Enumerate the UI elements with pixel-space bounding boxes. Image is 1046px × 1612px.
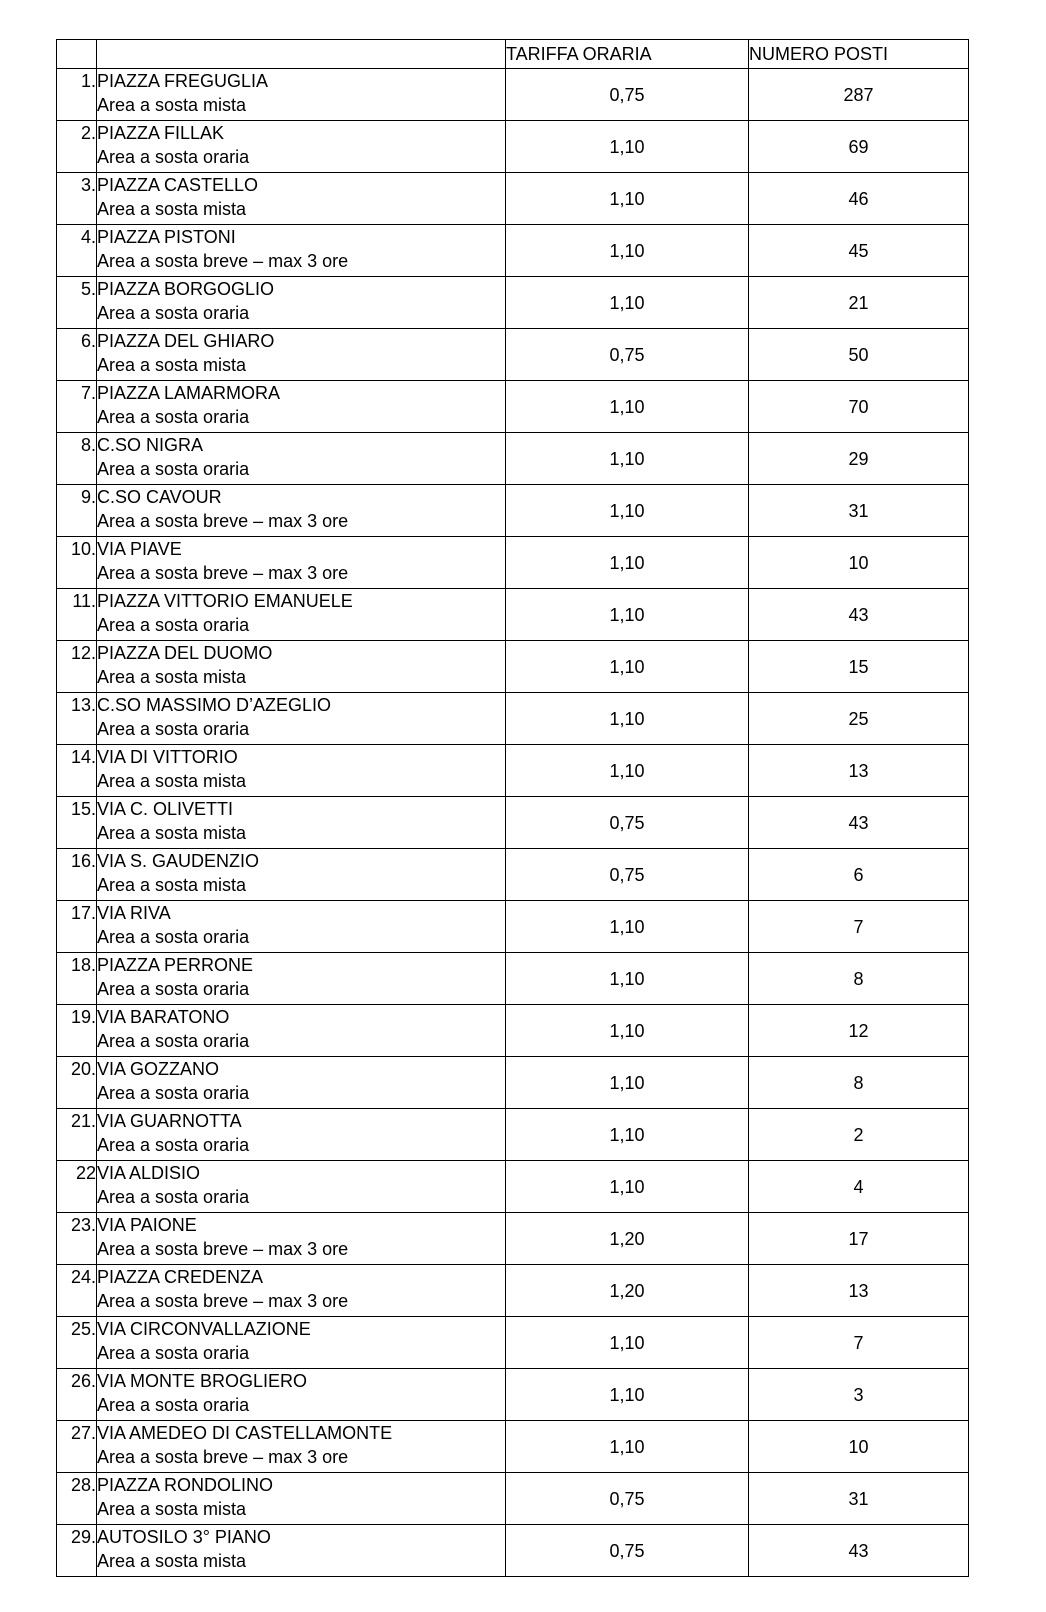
location-cell bbox=[97, 1265, 506, 1317]
location-cell bbox=[97, 1005, 506, 1057]
spaces-count: 21 bbox=[749, 277, 969, 329]
area-type: Area a sosta mista bbox=[97, 199, 247, 219]
area-type: Area a sosta oraria bbox=[97, 979, 250, 999]
row-number: 29. bbox=[57, 1525, 97, 1577]
location-name: VIA MONTE BROGLIERO bbox=[97, 1371, 308, 1391]
row-number: 6. bbox=[57, 329, 97, 381]
spaces-count: 31 bbox=[749, 1473, 969, 1525]
location-cell bbox=[97, 277, 506, 329]
location-cell bbox=[97, 537, 506, 589]
hourly-rate: 1,10 bbox=[506, 433, 749, 485]
spaces-count: 13 bbox=[749, 745, 969, 797]
location-name: VIA AMEDEO DI CASTELLAMONTE bbox=[97, 1423, 393, 1443]
location-name: PIAZZA FILLAK bbox=[97, 123, 225, 143]
location-name: PIAZZA PERRONE bbox=[97, 955, 254, 975]
location-cell bbox=[97, 641, 506, 693]
area-type: Area a sosta oraria bbox=[97, 927, 250, 947]
table-row bbox=[57, 1421, 969, 1473]
area-type: Area a sosta oraria bbox=[97, 147, 250, 167]
table-row bbox=[57, 1161, 969, 1213]
table-row bbox=[57, 1005, 969, 1057]
area-type: Area a sosta oraria bbox=[97, 1031, 250, 1051]
row-number: 27. bbox=[57, 1421, 97, 1473]
hourly-rate: 1,10 bbox=[506, 589, 749, 641]
spaces-count: 69 bbox=[749, 121, 969, 173]
hourly-rate: 1,10 bbox=[506, 1161, 749, 1213]
row-number: 4. bbox=[57, 225, 97, 277]
location-name: PIAZZA VITTORIO EMANUELE bbox=[97, 591, 353, 611]
location-name: PIAZZA RONDOLINO bbox=[97, 1475, 274, 1495]
area-type: Area a sosta breve – max 3 ore bbox=[97, 1447, 349, 1467]
hourly-rate: 0,75 bbox=[506, 69, 749, 121]
row-number: 5. bbox=[57, 277, 97, 329]
hourly-rate: 1,20 bbox=[506, 1213, 749, 1265]
area-type: Area a sosta mista bbox=[97, 667, 247, 687]
row-number: 11. bbox=[57, 589, 97, 641]
area-type: Area a sosta oraria bbox=[97, 1083, 250, 1103]
header-row bbox=[57, 40, 969, 69]
spaces-count: 13 bbox=[749, 1265, 969, 1317]
row-number: 12. bbox=[57, 641, 97, 693]
row-number: 28. bbox=[57, 1473, 97, 1525]
hourly-rate: 1,10 bbox=[506, 693, 749, 745]
location-cell bbox=[97, 1525, 506, 1577]
table-row bbox=[57, 797, 969, 849]
table-row bbox=[57, 1057, 969, 1109]
area-type: Area a sosta oraria bbox=[97, 1395, 250, 1415]
table-row bbox=[57, 589, 969, 641]
row-number: 8. bbox=[57, 433, 97, 485]
hourly-rate: 1,10 bbox=[506, 225, 749, 277]
spaces-count: 3 bbox=[749, 1369, 969, 1421]
hourly-rate: 1,10 bbox=[506, 1369, 749, 1421]
location-cell bbox=[97, 121, 506, 173]
spaces-count: 70 bbox=[749, 381, 969, 433]
spaces-count: 31 bbox=[749, 485, 969, 537]
area-type: Area a sosta mista bbox=[97, 771, 247, 791]
location-cell bbox=[97, 329, 506, 381]
hourly-rate: 0,75 bbox=[506, 1473, 749, 1525]
area-type: Area a sosta mista bbox=[97, 1551, 247, 1571]
location-cell bbox=[97, 953, 506, 1005]
spaces-count: 7 bbox=[749, 901, 969, 953]
row-number: 3. bbox=[57, 173, 97, 225]
area-type: Area a sosta mista bbox=[97, 355, 247, 375]
table-row bbox=[57, 641, 969, 693]
area-type: Area a sosta oraria bbox=[97, 719, 250, 739]
table-row bbox=[57, 433, 969, 485]
area-type: Area a sosta breve – max 3 ore bbox=[97, 1291, 349, 1311]
row-number: 18. bbox=[57, 953, 97, 1005]
area-type: Area a sosta oraria bbox=[97, 1343, 250, 1363]
location-name: VIA GOZZANO bbox=[97, 1059, 220, 1079]
hourly-rate: 0,75 bbox=[506, 1525, 749, 1577]
row-number: 1. bbox=[57, 69, 97, 121]
table-row bbox=[57, 901, 969, 953]
location-name: PIAZZA CREDENZA bbox=[97, 1267, 264, 1287]
table-row bbox=[57, 329, 969, 381]
spaces-count: 10 bbox=[749, 537, 969, 589]
hourly-rate: 0,75 bbox=[506, 797, 749, 849]
spaces-count: 8 bbox=[749, 1057, 969, 1109]
location-name: PIAZZA PISTONI bbox=[97, 227, 236, 247]
row-number: 7. bbox=[57, 381, 97, 433]
table-row bbox=[57, 173, 969, 225]
row-number: 10. bbox=[57, 537, 97, 589]
table-row bbox=[57, 485, 969, 537]
row-number: 14. bbox=[57, 745, 97, 797]
hourly-rate: 0,75 bbox=[506, 329, 749, 381]
location-name: VIA C. OLIVETTI bbox=[97, 799, 234, 819]
location-name: PIAZZA LAMARMORA bbox=[97, 383, 281, 403]
spaces-count: 43 bbox=[749, 1525, 969, 1577]
spaces-count: 43 bbox=[749, 797, 969, 849]
location-name: VIA DI VITTORIO bbox=[97, 747, 238, 767]
spaces-count: 17 bbox=[749, 1213, 969, 1265]
hourly-rate: 1,10 bbox=[506, 485, 749, 537]
row-number: 9. bbox=[57, 485, 97, 537]
hourly-rate: 1,10 bbox=[506, 1005, 749, 1057]
header-location bbox=[97, 40, 506, 69]
header-rate: TARIFFA ORARIA bbox=[506, 40, 749, 69]
hourly-rate: 1,10 bbox=[506, 1421, 749, 1473]
row-number: 15. bbox=[57, 797, 97, 849]
table-header bbox=[57, 40, 969, 69]
area-type: Area a sosta mista bbox=[97, 875, 247, 895]
table-row bbox=[57, 1525, 969, 1577]
location-name: PIAZZA FREGUGLIA bbox=[97, 71, 269, 91]
location-cell bbox=[97, 225, 506, 277]
area-type: Area a sosta breve – max 3 ore bbox=[97, 251, 349, 271]
location-name: VIA CIRCONVALLAZIONE bbox=[97, 1319, 311, 1339]
location-cell bbox=[97, 849, 506, 901]
location-cell bbox=[97, 745, 506, 797]
hourly-rate: 1,10 bbox=[506, 901, 749, 953]
spaces-count: 287 bbox=[749, 69, 969, 121]
hourly-rate: 1,20 bbox=[506, 1265, 749, 1317]
header-spaces: NUMERO POSTI bbox=[749, 40, 969, 69]
location-name: PIAZZA DEL GHIARO bbox=[97, 331, 275, 351]
location-cell bbox=[97, 901, 506, 953]
spaces-count: 6 bbox=[749, 849, 969, 901]
table-body bbox=[57, 69, 969, 1577]
table-row bbox=[57, 849, 969, 901]
hourly-rate: 1,10 bbox=[506, 277, 749, 329]
row-number: 25. bbox=[57, 1317, 97, 1369]
table-row bbox=[57, 537, 969, 589]
table-row bbox=[57, 277, 969, 329]
area-type: Area a sosta mista bbox=[97, 1499, 247, 1519]
hourly-rate: 1,10 bbox=[506, 1109, 749, 1161]
hourly-rate: 1,10 bbox=[506, 641, 749, 693]
area-type: Area a sosta oraria bbox=[97, 1187, 250, 1207]
hourly-rate: 1,10 bbox=[506, 745, 749, 797]
location-name: VIA RIVA bbox=[97, 903, 171, 923]
spaces-count: 45 bbox=[749, 225, 969, 277]
table-row bbox=[57, 1109, 969, 1161]
row-number: 24. bbox=[57, 1265, 97, 1317]
table-row bbox=[57, 121, 969, 173]
spaces-count: 2 bbox=[749, 1109, 969, 1161]
table-row bbox=[57, 693, 969, 745]
row-number: 13. bbox=[57, 693, 97, 745]
location-name: VIA PAIONE bbox=[97, 1215, 197, 1235]
location-cell bbox=[97, 797, 506, 849]
area-type: Area a sosta oraria bbox=[97, 1135, 250, 1155]
row-number: 20. bbox=[57, 1057, 97, 1109]
spaces-count: 46 bbox=[749, 173, 969, 225]
row-number: 26. bbox=[57, 1369, 97, 1421]
location-cell bbox=[97, 1369, 506, 1421]
area-type: Area a sosta breve – max 3 ore bbox=[97, 563, 349, 583]
location-name: VIA PIAVE bbox=[97, 539, 182, 559]
location-cell bbox=[97, 1213, 506, 1265]
table-row bbox=[57, 1317, 969, 1369]
row-number: 17. bbox=[57, 901, 97, 953]
spaces-count: 8 bbox=[749, 953, 969, 1005]
table-row bbox=[57, 1213, 969, 1265]
table-row bbox=[57, 1265, 969, 1317]
location-cell bbox=[97, 589, 506, 641]
location-name: VIA S. GAUDENZIO bbox=[97, 851, 260, 871]
row-number: 23. bbox=[57, 1213, 97, 1265]
spaces-count: 15 bbox=[749, 641, 969, 693]
spaces-count: 43 bbox=[749, 589, 969, 641]
table-row bbox=[57, 381, 969, 433]
location-cell bbox=[97, 1109, 506, 1161]
spaces-count: 25 bbox=[749, 693, 969, 745]
hourly-rate: 1,10 bbox=[506, 121, 749, 173]
area-type: Area a sosta oraria bbox=[97, 407, 250, 427]
area-type: Area a sosta breve – max 3 ore bbox=[97, 511, 349, 531]
location-name: PIAZZA BORGOGLIO bbox=[97, 279, 275, 299]
hourly-rate: 1,10 bbox=[506, 1317, 749, 1369]
location-name: PIAZZA CASTELLO bbox=[97, 175, 259, 195]
location-name: VIA GUARNOTTA bbox=[97, 1111, 242, 1131]
location-name: C.SO NIGRA bbox=[97, 435, 204, 455]
hourly-rate: 1,10 bbox=[506, 1057, 749, 1109]
area-type: Area a sosta breve – max 3 ore bbox=[97, 1239, 349, 1259]
hourly-rate: 1,10 bbox=[506, 173, 749, 225]
area-type: Area a sosta oraria bbox=[97, 615, 250, 635]
location-cell bbox=[97, 173, 506, 225]
hourly-rate: 0,75 bbox=[506, 849, 749, 901]
spaces-count: 4 bbox=[749, 1161, 969, 1213]
location-cell bbox=[97, 1421, 506, 1473]
parking-table bbox=[56, 39, 969, 1577]
area-type: Area a sosta oraria bbox=[97, 303, 250, 323]
table-row bbox=[57, 225, 969, 277]
location-name: VIA BARATONO bbox=[97, 1007, 230, 1027]
spaces-count: 10 bbox=[749, 1421, 969, 1473]
area-type: Area a sosta mista bbox=[97, 95, 247, 115]
row-number: 16. bbox=[57, 849, 97, 901]
location-cell bbox=[97, 381, 506, 433]
spaces-count: 12 bbox=[749, 1005, 969, 1057]
location-name: PIAZZA DEL DUOMO bbox=[97, 643, 273, 663]
location-cell bbox=[97, 1317, 506, 1369]
hourly-rate: 1,10 bbox=[506, 381, 749, 433]
row-number: 2. bbox=[57, 121, 97, 173]
row-number: 22 bbox=[57, 1161, 97, 1213]
area-type: Area a sosta mista bbox=[97, 823, 247, 843]
table-row bbox=[57, 69, 969, 121]
location-name: AUTOSILO 3° PIANO bbox=[97, 1527, 271, 1547]
spaces-count: 7 bbox=[749, 1317, 969, 1369]
location-name: VIA ALDISIO bbox=[97, 1163, 201, 1183]
location-cell bbox=[97, 1473, 506, 1525]
location-cell bbox=[97, 433, 506, 485]
location-name: C.SO MASSIMO D’AZEGLIO bbox=[97, 695, 332, 715]
location-name: C.SO CAVOUR bbox=[97, 487, 222, 507]
table-row bbox=[57, 1473, 969, 1525]
header-index bbox=[57, 40, 97, 69]
row-number: 19. bbox=[57, 1005, 97, 1057]
hourly-rate: 1,10 bbox=[506, 537, 749, 589]
location-cell bbox=[97, 1057, 506, 1109]
table-row bbox=[57, 745, 969, 797]
table-row bbox=[57, 953, 969, 1005]
location-cell bbox=[97, 1161, 506, 1213]
location-cell bbox=[97, 485, 506, 537]
hourly-rate: 1,10 bbox=[506, 953, 749, 1005]
location-cell bbox=[97, 69, 506, 121]
spaces-count: 50 bbox=[749, 329, 969, 381]
row-number: 21. bbox=[57, 1109, 97, 1161]
spaces-count: 29 bbox=[749, 433, 969, 485]
table-row bbox=[57, 1369, 969, 1421]
location-cell bbox=[97, 693, 506, 745]
area-type: Area a sosta oraria bbox=[97, 459, 250, 479]
